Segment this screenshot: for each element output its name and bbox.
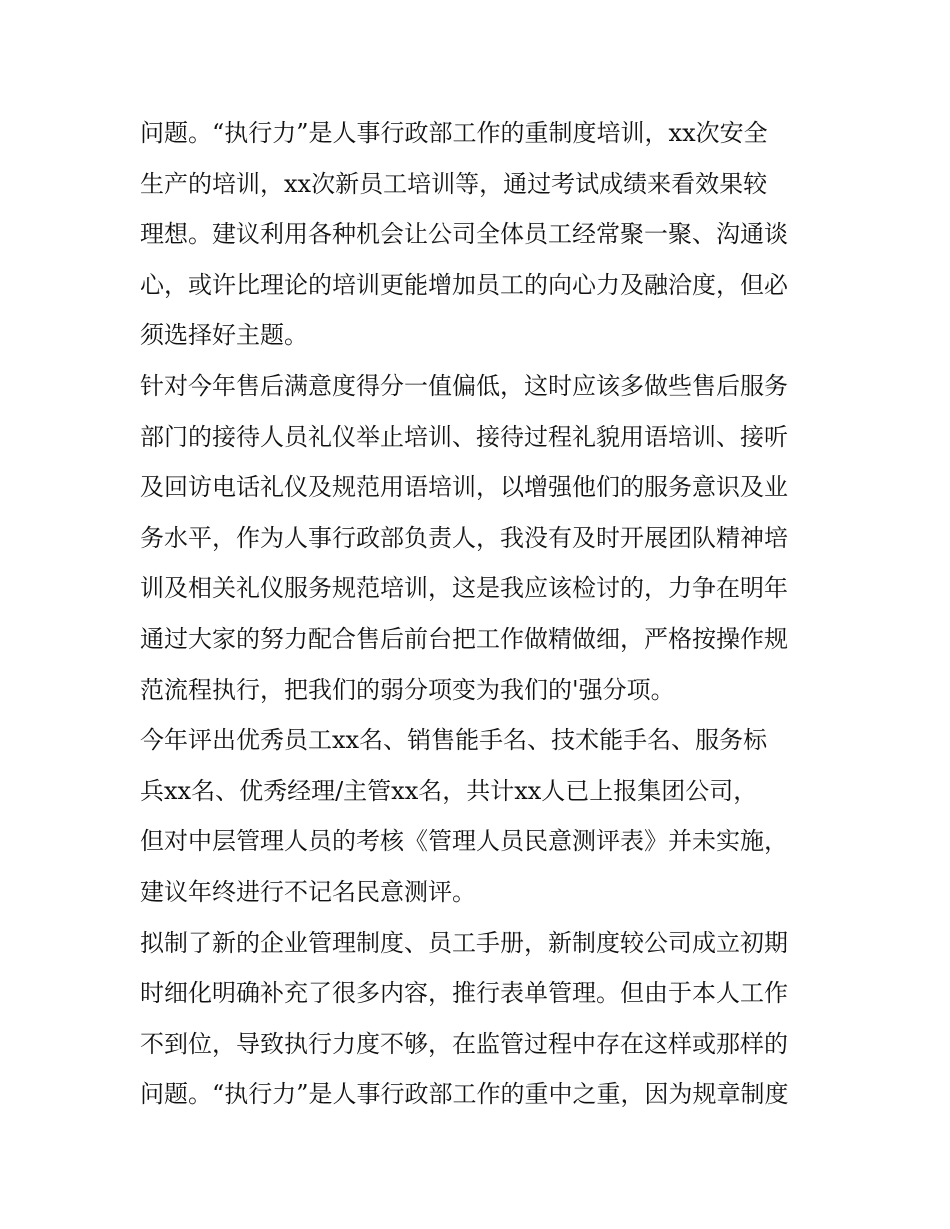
text-line-7: 部门的接待人员礼仪举止培训、接待过程礼貌用语培训、接听 [140,422,788,451]
text-line-10: 训及相关礼仪服务规范培训，这是我应该检讨的，力争在明年 [140,574,788,603]
document-body [140,108,820,1120]
text-line-8: 及回访电话礼仪及规范用语培训，以增强他们的服务意识及业 [140,473,788,502]
text-line-17: 拟制了新的企业管理制度、员工手册，新制度较公司成立初期 [140,928,788,957]
text-line-5: 须选择好主题。 [140,321,308,350]
text-line-6: 针对今年售后满意度得分一值偏低，这时应该多做些售后服务 [140,371,788,400]
text-line-2: 生产的培训，xx次新员工培训等，通过考试成绩来看效果较 [140,169,768,198]
text-line-4: 心，或许比理论的培训更能增加员工的向心力及融洽度，但必 [140,270,788,299]
text-line-3: 理想。建议利用各种机会让公司全体员工经常聚一聚、沟通谈 [140,220,788,249]
text-line-19: 不到位，导致执行力度不够，在监管过程中存在这样或那样的 [140,1029,788,1058]
text-line-20: 问题。“执行力”是人事行政部工作的重中之重，因为规章制度 [140,1080,789,1109]
text-line-12: 范流程执行，把我们的弱分项变为我们的'强分项。 [140,675,675,704]
text-line-14: 兵xx名、优秀经理/主管xx名，共计xx人已上报集团公司， [140,776,758,805]
text-line-18: 时细化明确补充了很多内容，推行表单管理。但由于本人工作 [140,979,788,1008]
text-line-11: 通过大家的努力配合售后前台把工作做精做细，严格按操作规 [140,624,788,653]
text-line-15: 但对中层管理人员的考核《管理人员民意测评表》并未实施， [140,827,788,856]
text-line-1: 问题。“执行力”是人事行政部工作的重制度培训，xx次安全 [140,119,768,147]
text-line-16: 建议年终进行不记名民意测评。 [140,877,476,906]
text-line-9: 务水平，作为人事行政部负责人，我没有及时开展团队精神培 [140,523,788,552]
text-line-13: 今年评出优秀员工xx名、销售能手名、技术能手名、服务标 [140,726,768,755]
